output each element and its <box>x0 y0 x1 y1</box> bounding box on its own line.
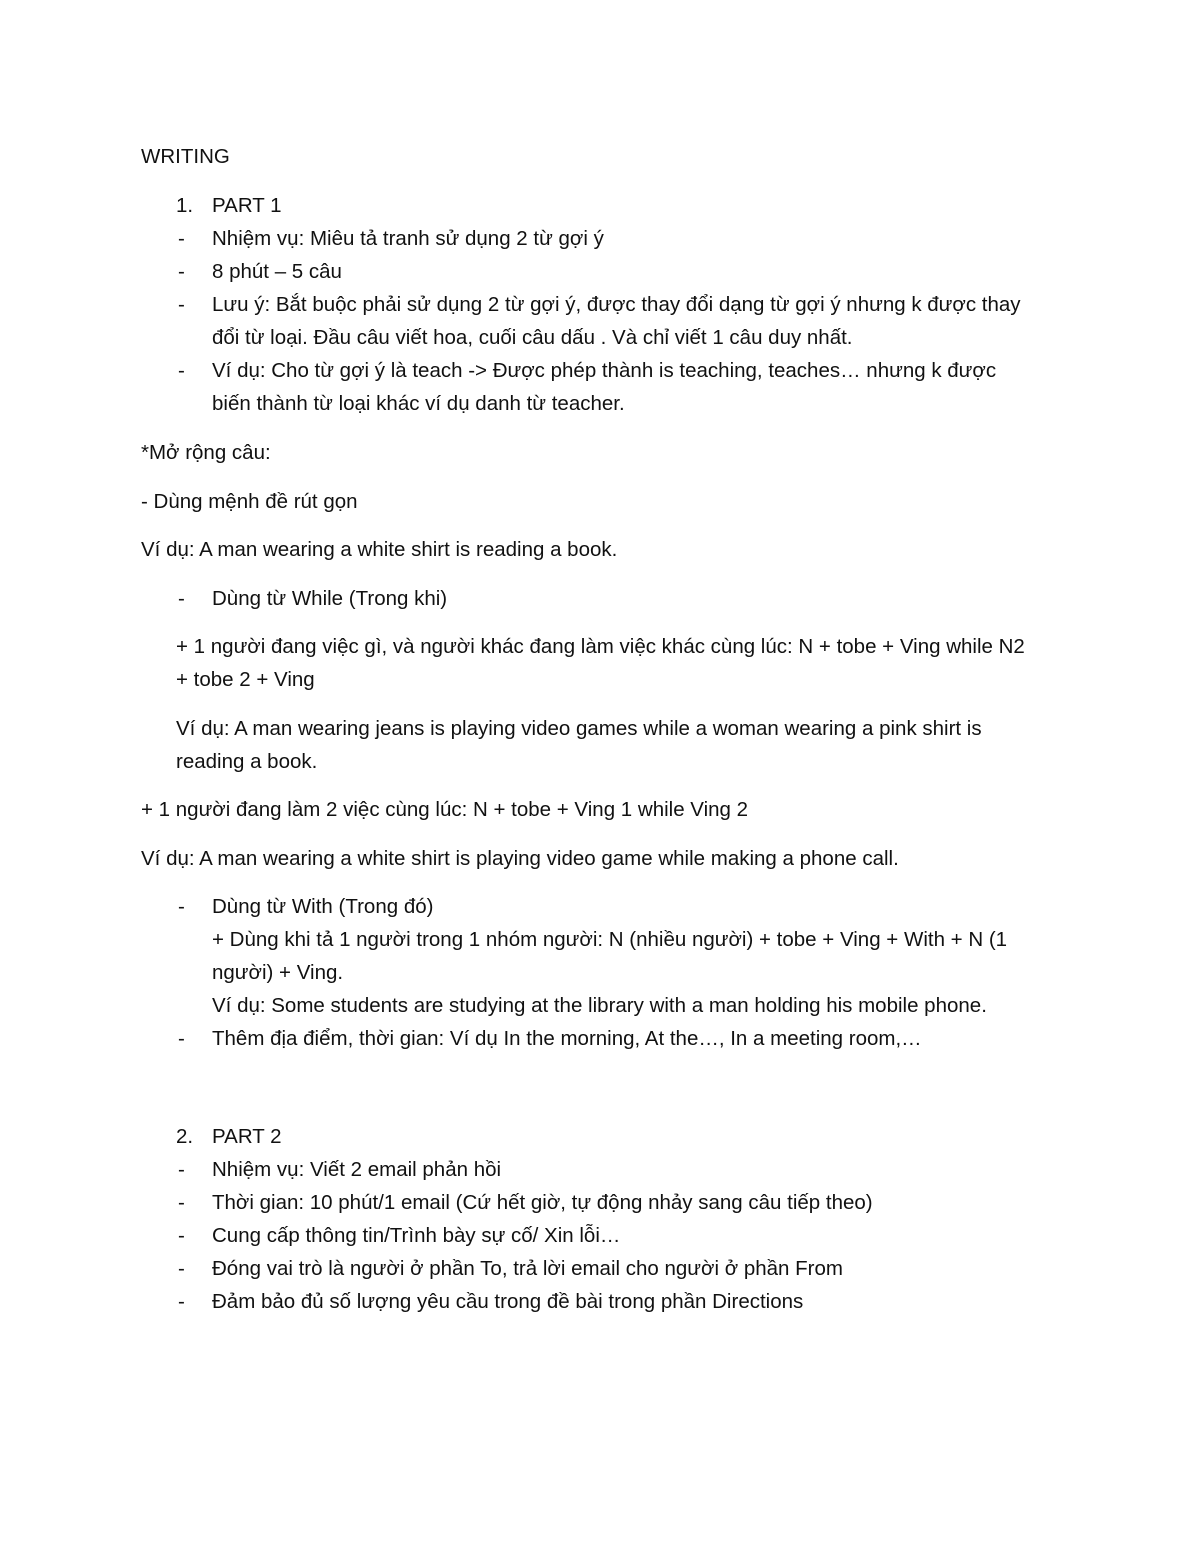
place-time-tip: Thêm địa điểm, thời gian: Ví dụ In the morning, At the…, In a meeting room,… <box>212 1027 922 1050</box>
while-rule-2: + 1 người đang làm 2 việc cùng lúc: N + tobe + Ving 1 while Ving 2 <box>141 798 749 821</box>
bullet-dash: - <box>178 260 185 283</box>
part1-title: PART 1 <box>212 194 282 217</box>
part1-bullet-task: Nhiệm vụ: Miêu tả tranh sử dụng 2 từ gợi ý <box>212 227 604 250</box>
bullet-dash: - <box>178 1027 185 1050</box>
part2-bullet-requirements: Đảm bảo đủ số lượng yêu cầu trong đề bài trong phần Directions <box>212 1290 804 1313</box>
part2-number: 2. <box>176 1125 194 1148</box>
while-rule-1-cont: + tobe 2 + Ving <box>176 668 315 691</box>
part2-bullet-role: Đóng vai trò là người ở phần To, trả lời email cho người ở phần From <box>212 1257 843 1280</box>
bullet-dash: - <box>178 895 185 918</box>
bullet-dash: - <box>178 1224 185 1247</box>
reduced-clause-example: Ví dụ: A man wearing a white shirt is reading a book. <box>141 538 618 561</box>
with-rule-cont: người) + Ving. <box>212 961 344 984</box>
reduced-clause-heading: - Dùng mệnh đề rút gọn <box>141 490 358 513</box>
part1-bullet-note: Lưu ý: Bắt buộc phải sử dụng 2 từ gợi ý, được thay đổi dạng từ gợi ý nhưng k được thay <box>212 293 1021 316</box>
part2-title: PART 2 <box>212 1125 282 1148</box>
while-example-1-cont: reading a book. <box>176 750 318 773</box>
part1-bullet-example-cont: biến thành từ loại khác ví dụ danh từ teacher. <box>212 392 625 415</box>
while-example-1: Ví dụ: A man wearing jeans is playing video games while a woman wearing a pink shirt is <box>176 717 982 740</box>
bullet-dash: - <box>178 1158 185 1181</box>
part2-bullet-task: Nhiệm vụ: Viết 2 email phản hồi <box>212 1158 502 1181</box>
with-heading: Dùng từ With (Trong đó) <box>212 895 434 918</box>
part1-bullet-note-cont: đổi từ loại. Đầu câu viết hoa, cuối câu dấu . Và chỉ viết 1 câu duy nhất. <box>212 326 853 349</box>
while-heading: Dùng từ While (Trong khi) <box>212 587 448 610</box>
with-rule: + Dùng khi tả 1 người trong 1 nhóm người: N (nhiều người) + tobe + Ving + With + N (1 <box>212 928 1008 951</box>
part1-bullet-time: 8 phút – 5 câu <box>212 260 342 283</box>
bullet-dash: - <box>178 1290 185 1313</box>
part1-bullet-example: Ví dụ: Cho từ gợi ý là teach -> Được phép thành is teaching, teaches… nhưng k được <box>212 359 997 382</box>
part1-number: 1. <box>176 194 194 217</box>
bullet-dash: - <box>178 293 185 316</box>
bullet-dash: - <box>178 587 185 610</box>
expand-title: *Mở rộng câu: <box>141 441 271 464</box>
part2-bullet-info: Cung cấp thông tin/Trình bày sự cố/ Xin lỗi… <box>212 1224 621 1247</box>
bullet-dash: - <box>178 359 185 382</box>
bullet-dash: - <box>178 227 185 250</box>
while-example-2: Ví dụ: A man wearing a white shirt is playing video game while making a phone call. <box>141 847 899 870</box>
bullet-dash: - <box>178 1191 185 1214</box>
while-rule-1: + 1 người đang việc gì, và người khác đang làm việc khác cùng lúc: N + tobe + Ving while N2 <box>176 635 1025 658</box>
with-example: Ví dụ: Some students are studying at the library with a man holding his mobile phone. <box>212 994 987 1017</box>
part2-bullet-time: Thời gian: 10 phút/1 email (Cứ hết giờ, tự động nhảy sang câu tiếp theo) <box>212 1191 873 1214</box>
bullet-dash: - <box>178 1257 185 1280</box>
document-heading: WRITING <box>141 145 230 168</box>
